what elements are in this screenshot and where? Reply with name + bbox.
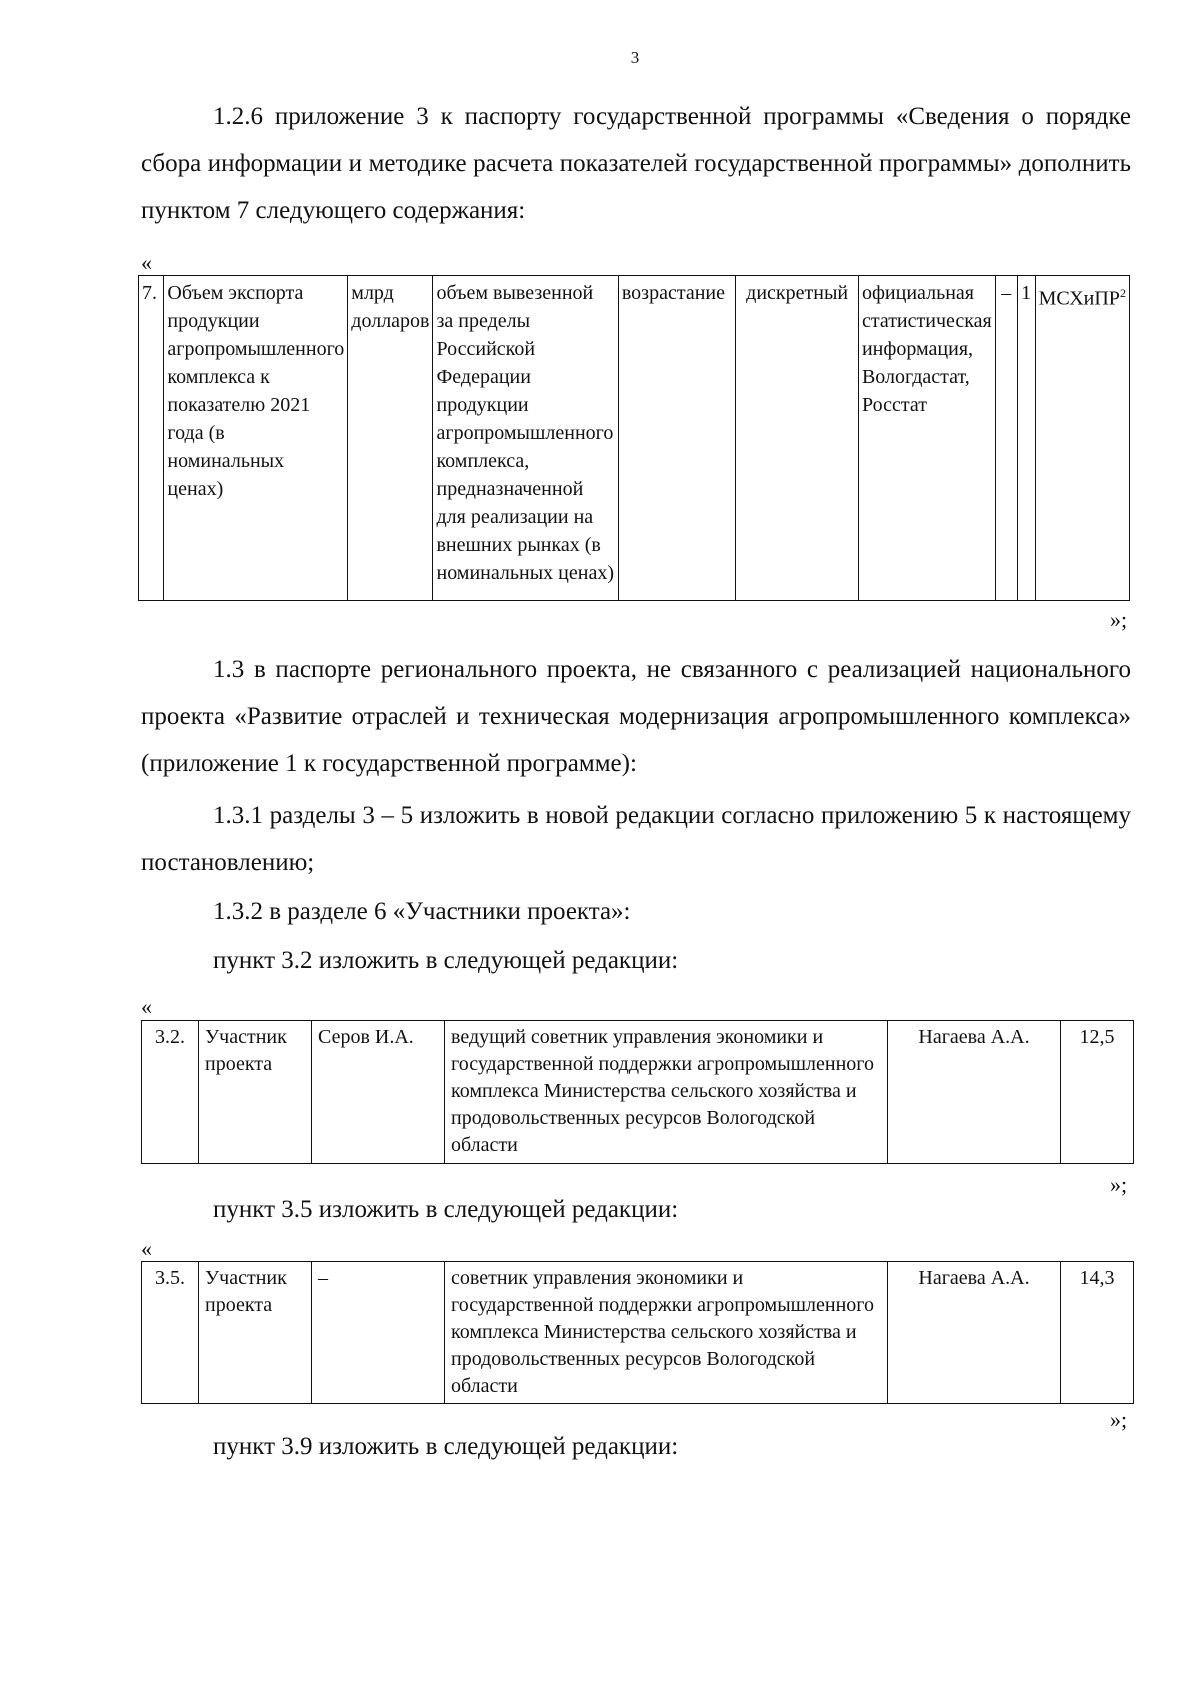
paragraph-1-3-1 [141, 792, 1131, 886]
cell-one: 1 [1017, 276, 1035, 601]
paragraph-1-3 [141, 646, 1131, 787]
cell-source: официальная статистическая информация, Вологдастат, Росстат [858, 276, 995, 601]
cell-role: Участник проекта [199, 1021, 312, 1164]
table-row [142, 1021, 1134, 1164]
paragraph-1-3-text: 1.3 в паспорте регионального проекта, не связанного с реализацией национального проекта «Развитие отраслей и техническая модернизация агропромышленного комплекса» (приложение 1 к государственной программе): [141, 656, 1131, 777]
cell-method: дискретный [736, 276, 859, 601]
cell-position: ведущий советник управления экономики и государственной поддержки агропромышленного комплекса Министерства сельского хозяйства и продовольственных ресурсов Вологодской области [445, 1021, 888, 1164]
page-number: 3 [630, 48, 640, 67]
close-quote-2: »; [1110, 1172, 1128, 1197]
cell-unit: млрд долларов [348, 276, 433, 601]
cell-number: 3.2. [142, 1021, 199, 1164]
cell-position: советник управления экономики и государственной поддержки агропромышленного комплекса Министерства сельского хозяйства и продовольственных ресурсов Вологодской области [445, 1262, 888, 1404]
cell-person: Серов И.А. [312, 1021, 445, 1164]
cell-role: Участник проекта [199, 1262, 312, 1404]
open-quote-2: « [141, 994, 152, 1019]
paragraph-1-2-6 [141, 93, 1131, 234]
open-quote-1: « [141, 250, 152, 275]
open-quote-3: « [141, 1236, 152, 1261]
cell-indicator-name: Объем экспорта продукции агропромышленного комплекса к показателю 2021 года (в номинальных ценах) [164, 276, 348, 601]
cell-supervisor: Нагаева А.А. [888, 1021, 1061, 1164]
participant-table-3-5 [141, 1261, 1134, 1404]
cell-person: – [312, 1262, 445, 1404]
close-quote-1: »; [1110, 607, 1128, 632]
cell-dash: – [995, 276, 1017, 601]
cell-dynamics: возрастание [618, 276, 735, 601]
cell-number: 7. [139, 276, 164, 601]
participant-table-3-2 [141, 1020, 1134, 1164]
paragraph-point-3-5: пункт 3.5 изложить в следующей редакции: [213, 1196, 679, 1223]
paragraph-1-2-6-text: 1.2.6 приложение 3 к паспорту государственной программы «Сведения о порядке сбора информации и методике расчета показателей государственной программы» дополнить пунктом 7 следующего содержания: [141, 103, 1131, 224]
paragraph-1-3-2: 1.3.2 в разделе 6 «Участники проекта»: [213, 898, 631, 925]
close-quote-3: »; [1110, 1407, 1128, 1432]
paragraph-point-3-9: пункт 3.9 изложить в следующей редакции: [213, 1433, 679, 1460]
paragraph-point-3-2: пункт 3.2 изложить в следующей редакции: [213, 947, 679, 974]
cell-value: 12,5 [1061, 1021, 1134, 1164]
cell-value: 14,3 [1061, 1262, 1134, 1404]
responsible-text: МСХиПР [1038, 287, 1120, 310]
cell-supervisor: Нагаева А.А. [888, 1262, 1061, 1404]
indicator-table [138, 275, 1130, 601]
cell-responsible [1035, 276, 1129, 601]
cell-number: 3.5. [142, 1262, 199, 1404]
table-row [142, 1262, 1134, 1404]
responsible-footnote: 2 [1119, 286, 1126, 300]
cell-definition: объем вывезенной за пределы Российской Федерации продукции агропромышленного комплекса, предназначенной для реализации на внешних рынках (в номинальных ценах) [433, 276, 618, 601]
table-row [139, 276, 1130, 601]
paragraph-1-3-1-text: 1.3.1 разделы 3 – 5 изложить в новой редакции согласно приложению 5 к настоящему постановлению; [141, 802, 1131, 876]
